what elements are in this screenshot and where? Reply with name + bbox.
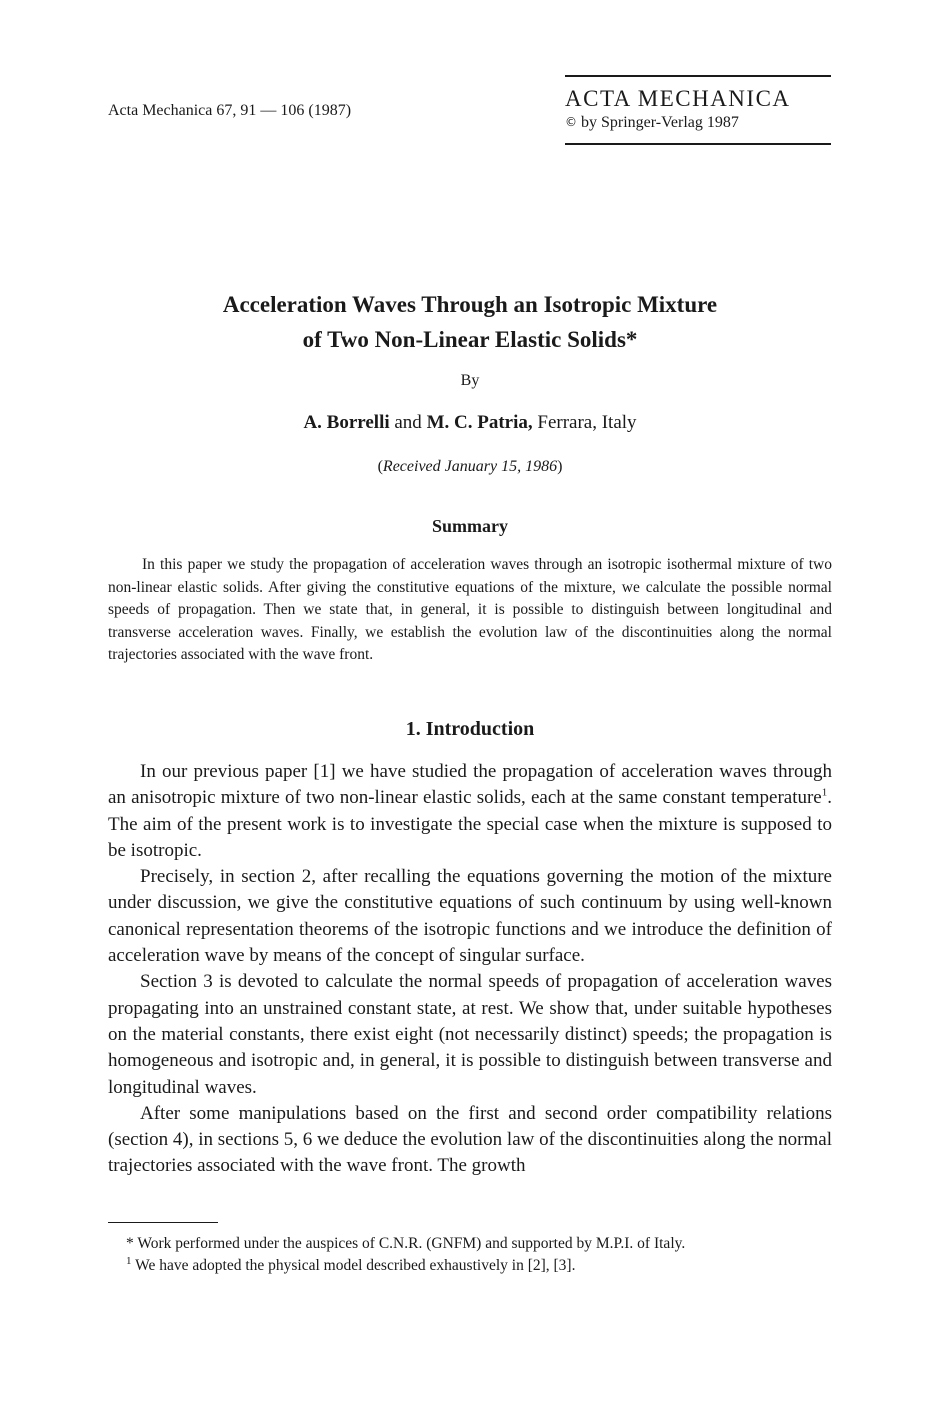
footnote-1-text: We have adopted the physical model described exhaustively in [2], [3].	[135, 1256, 576, 1274]
journal-reference: Acta Mechanica 67, 91 — 106 (1987)	[108, 102, 352, 119]
footnotes	[108, 1233, 832, 1276]
journal-masthead	[565, 75, 831, 145]
footnote-1-mark: 1	[126, 1254, 132, 1267]
author-patria: M. C. Patria,	[426, 412, 533, 433]
footnote-star: * Work performed under the auspices of C.N.R. (GNFM) and supported by M.P.I. of Italy.	[126, 1235, 686, 1252]
introduction-body	[108, 759, 832, 1180]
summary-heading: Summary	[432, 516, 508, 536]
footnote-1	[108, 1255, 832, 1277]
article-title	[108, 287, 832, 357]
summary-text: In this paper we study the propagation of acceleration waves through an isotropic isothermal mixture of two non-linear elastic solids. After giving the constitutive equations of the mixture, we calculate the possible normal speeds of propagation. Then we state that, in general, it is possible to distinguish between longitudinal and transverse acceleration waves. Finally, we establish the evolution law of the discontinuities along the normal trajectories associated with the wave front.	[108, 556, 832, 664]
authors-line	[108, 412, 832, 434]
received-text: Received January 15, 1986	[382, 458, 558, 475]
footnote-divider	[108, 1222, 218, 1223]
footnote-1-reference: 1	[821, 786, 828, 799]
intro-paragraph-3: Section 3 is devoted to calculate the normal speeds of propagation of acceleration waves propagating into an unstrained constant state, at rest. We show that, under suitable hypotheses on the material constants, there exist eight (not necessarily distinct) speeds; the propagation is homogeneous and isotropic and, in general, it is possible to distinguish between transverse and longitudinal waves.	[108, 971, 832, 1098]
by-line: By	[460, 372, 480, 389]
received-date: (Received January 15, 1986)	[377, 458, 563, 475]
intro-paragraph-4: After some manipulations based on the first and second order compatibility relations (section 4), in sections 5, 6 we deduce the evolution law of the discontinuities along the normal trajectories associated with the wave front. The growth	[108, 1102, 832, 1177]
intro-paragraph-1	[108, 759, 832, 864]
intro-p1-text-after-note: . The aim of the present work is to investigate the special case when the mixture is supposed to be isotropic.	[108, 787, 832, 861]
author-location: Ferrara, Italy	[537, 412, 637, 433]
title-line-2: of Two Non-Linear Elastic Solids*	[302, 327, 638, 352]
intro-paragraph-2: Precisely, in section 2, after recalling the equations governing the motion of the mixture under discussion, we give the constitutive equations of such continuum by using well-known canonical representation theorems of the isotropic functions and we introduce the definition of acceleration wave by means of the concept of singular surface.	[108, 866, 832, 967]
introduction-heading: 1. Introduction	[405, 718, 535, 740]
copyright-symbol: ©	[565, 115, 577, 129]
author-borrelli: A. Borrelli	[303, 412, 390, 433]
intro-p1-text-before-note: In our previous paper [1] we have studied the propagation of acceleration waves through an anisotropic mixture of two non-linear elastic solids, each at the same constant temperature	[108, 761, 832, 809]
journal-copyright	[565, 114, 831, 132]
title-line-1: Acceleration Waves Through an Isotropic Mixture	[222, 292, 718, 317]
journal-name: ACTA MECHANICA	[565, 86, 791, 111]
copyright-text: by Springer-Verlag 1987	[581, 114, 739, 131]
authors-and: and	[394, 412, 422, 433]
